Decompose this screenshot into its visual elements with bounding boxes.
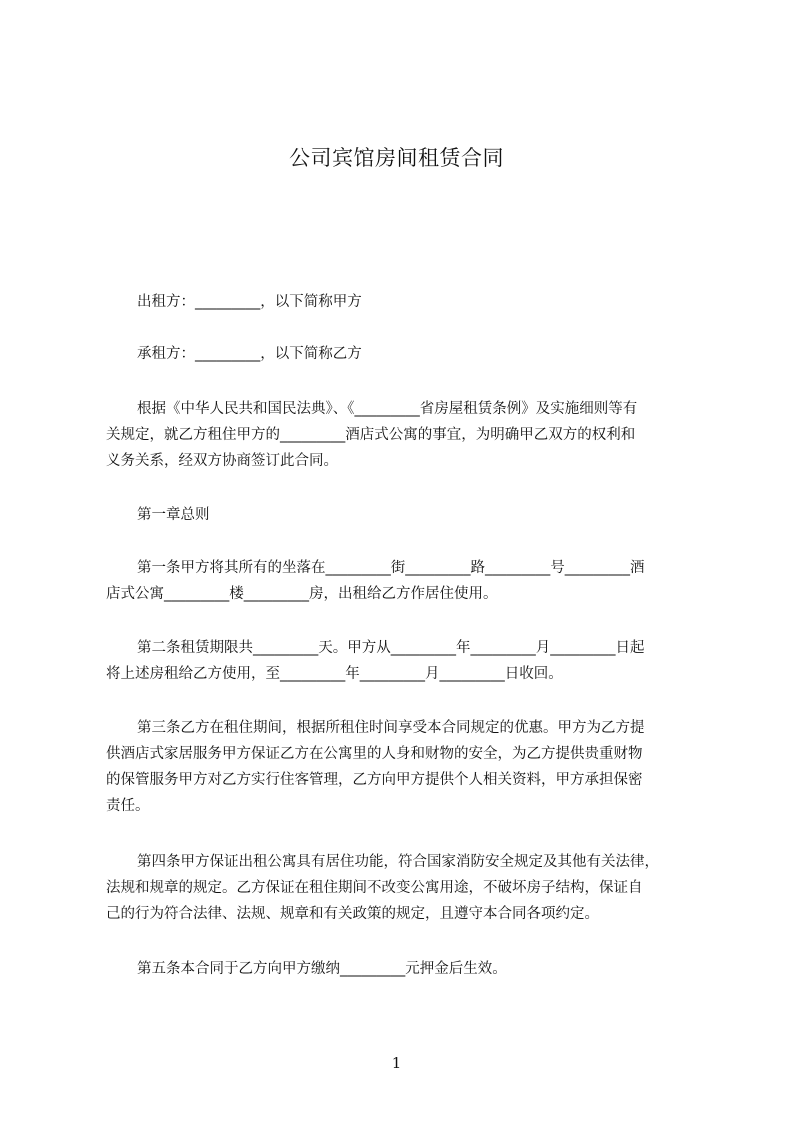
article-4-line: 法规和规章的规定。乙方保证在租住期间不改变公寓用途，不破坏房子结构，保证自 bbox=[106, 880, 643, 896]
preamble-line: 义务关系，经双方协商签订此合同。 bbox=[106, 453, 338, 469]
article-1-paragraph bbox=[106, 555, 702, 607]
article-1-line: 店式公寓_________楼_________房，出租给乙方作居住使用。 bbox=[106, 586, 498, 602]
article-4-line: 第四条甲方保证出租公寓具有居住功能，符合国家消防安全规定及其他有关法律， bbox=[137, 854, 659, 870]
article-3-line: 责任。 bbox=[106, 798, 150, 814]
chapter-heading-text: 第一章总则 bbox=[137, 507, 210, 523]
article-2-line: 第二条租赁期限共_________天。甲方从_________年_________月_________日起 bbox=[137, 640, 645, 656]
article-5-paragraph bbox=[106, 956, 702, 982]
lessor-line bbox=[106, 289, 702, 315]
article-3-paragraph bbox=[106, 715, 702, 819]
article-5-line: 第五条本合同于乙方向甲方缴纳_________元押金后生效。 bbox=[137, 961, 507, 977]
preamble-line: 关规定，就乙方租住甲方的_________酒店式公寓的事宜，为明确甲乙双方的权利和 bbox=[106, 427, 636, 443]
article-2-line: 将上述房租给乙方使用，至_________年_________月_________日收回。 bbox=[106, 666, 563, 682]
article-3-line: 第三条乙方在租住期间，根据所租住时间享受本合同规定的优惠。甲方为乙方提 bbox=[137, 720, 645, 736]
page-number: 1 bbox=[391, 1054, 402, 1072]
article-2-paragraph bbox=[106, 635, 702, 687]
article-1-line: 第一条甲方将其所有的坐落在_________街_________路_________号_________酒 bbox=[137, 560, 645, 576]
article-4-paragraph bbox=[106, 849, 702, 927]
preamble-line: 根据《中华人民共和国民法典》、《_________省房屋租赁条例》及实施细则等有 bbox=[137, 401, 638, 417]
article-3-line: 供酒店式家居服务甲方保证乙方在公寓里的人身和财物的安全，为乙方提供贵重财物 bbox=[106, 746, 643, 762]
lessee-line bbox=[106, 341, 702, 367]
lessor-text: 出租方：_________，以下简称甲方 bbox=[137, 294, 362, 310]
chapter-heading bbox=[106, 502, 702, 528]
lessee-text: 承租方：_________，以下简称乙方 bbox=[137, 346, 362, 362]
article-3-line: 的保管服务甲方对乙方实行住客管理，乙方向甲方提供个人相关资料，甲方承担保密 bbox=[106, 772, 643, 788]
article-4-line: 己的行为符合法律、法规、规章和有关政策的规定，且遵守本合同各项约定。 bbox=[106, 906, 599, 922]
preamble-paragraph bbox=[106, 396, 702, 474]
document-title: 公司宾馆房间租赁合同 bbox=[289, 146, 504, 170]
